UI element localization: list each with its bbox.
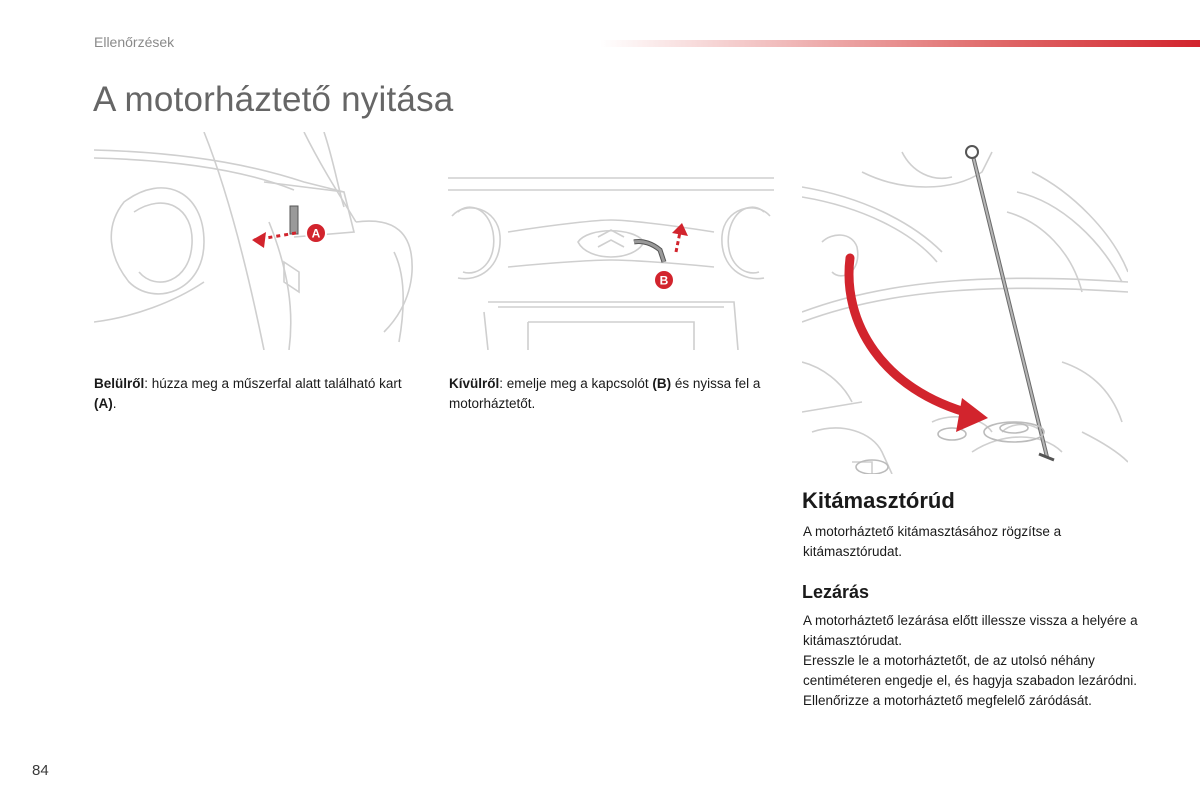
callout-b-badge: [654, 270, 674, 290]
callout-b-label: B: [659, 273, 669, 288]
section-label: Ellenőrzések: [94, 34, 175, 50]
closing-heading: Lezárás: [802, 582, 870, 602]
dashboard-illustration: [94, 132, 420, 350]
closing-text-1: A motorháztető lezárása előtt illessze vissza a helyére a kitámasztórudat.: [803, 613, 1138, 648]
caption-inside-ref: (A): [94, 396, 113, 411]
front-grille-illustration: [448, 132, 774, 350]
closing-text-2: Eresszle le a motorháztetőt, de az utolsó néhány centiméteren engedje el, és hagyja szabadon lezáródni. Ellenőrizze a motorháztető megfelelő záródását.: [803, 653, 1137, 708]
support-text: A motorháztető kitámasztásához rögzítse a kitámasztórudat.: [803, 524, 1062, 559]
engine-bay-illustration: [802, 132, 1128, 474]
caption-inside: [94, 374, 424, 414]
figure-inside-release: [94, 132, 420, 350]
figure-support-rod: [802, 132, 1128, 474]
callout-a-badge: [306, 223, 326, 243]
page-number: 84: [32, 762, 49, 779]
caption-inside-lead: Belülről: [94, 376, 145, 391]
support-heading: Kitámasztórúd: [802, 488, 955, 513]
header-accent-bar: [600, 40, 1200, 47]
caption-outside-end: és nyissa fel a motorháztetőt.: [449, 376, 761, 411]
caption-outside: [449, 374, 779, 414]
caption-inside-text: : húzza meg a műszerfal alatt található kart: [144, 376, 402, 391]
caption-outside-ref: (B): [652, 376, 672, 391]
caption-outside-lead: Kívülről: [449, 376, 500, 391]
page-title: A motorháztető nyitása: [93, 80, 454, 119]
caption-outside-text: : emelje meg a kapcsolót: [499, 376, 653, 391]
figure-outside-release: [448, 132, 774, 350]
caption-inside-end: .: [112, 396, 117, 411]
callout-a-label: A: [311, 226, 321, 241]
